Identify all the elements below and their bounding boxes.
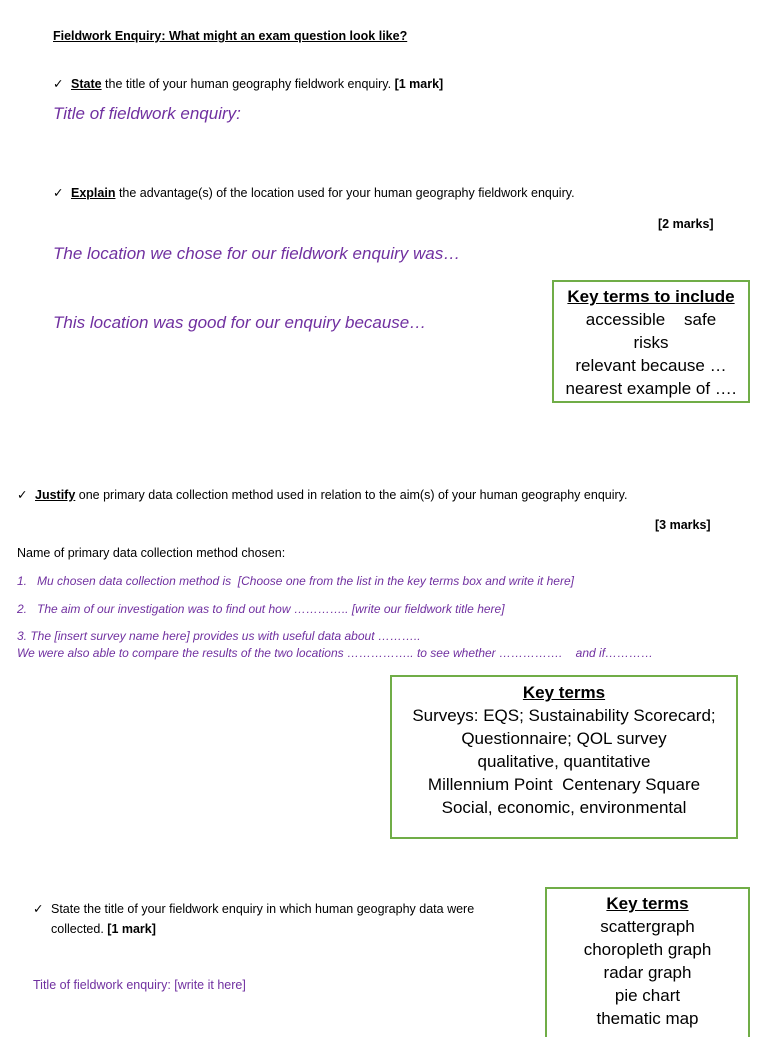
command-word: Justify xyxy=(35,488,76,502)
answer-line: 1. Mu chosen data collection method is [Choose one from the list in the key terms box and write it here] xyxy=(17,574,574,588)
marks-label: [1 mark] xyxy=(394,77,444,91)
key-terms-heading: Key terms xyxy=(606,894,689,913)
key-term: choropleth graph xyxy=(583,940,712,959)
key-term: risks xyxy=(633,333,669,352)
question-text: the advantage(s) of the location used for your human geography fieldwork enquiry. xyxy=(115,186,575,200)
answer-prompt: Title of fieldwork enquiry: xyxy=(53,104,241,123)
question-3 xyxy=(17,487,627,503)
key-terms-heading: Key terms to include xyxy=(567,287,735,306)
answer-prompt: This location was good for our enquiry because… xyxy=(53,313,427,332)
checkmark-icon: ✓ xyxy=(53,186,64,200)
key-term: relevant because … xyxy=(575,356,727,375)
key-term: thematic map xyxy=(596,1009,699,1028)
marks-label: [3 marks] xyxy=(655,518,711,532)
checkmark-icon: ✓ xyxy=(17,488,28,502)
question-text: collected. xyxy=(51,922,108,936)
question-text: one primary data collection method used in relation to the aim(s) of your human geography enquiry. xyxy=(75,488,628,502)
marks-label: [2 marks] xyxy=(658,217,714,231)
page-title: Fieldwork Enquiry: What might an exam question look like? xyxy=(53,29,408,43)
answer-prompt: The location we chose for our fieldwork enquiry was… xyxy=(53,244,461,263)
key-term: Social, economic, environmental xyxy=(441,798,687,817)
marks-label: [1 mark] xyxy=(107,922,156,936)
key-term: accessible safe xyxy=(585,310,717,329)
checkmark-icon: ✓ xyxy=(33,902,44,916)
key-terms-box xyxy=(545,887,750,1037)
question-4 xyxy=(33,901,474,917)
key-term: nearest example of …. xyxy=(565,379,737,398)
key-terms-heading: Key terms xyxy=(522,683,606,702)
key-term: scattergraph xyxy=(600,917,695,936)
question-1 xyxy=(53,76,443,92)
key-terms-box xyxy=(552,280,750,403)
answer-line: 3. The [insert survey name here] provides us with useful data about ……….. xyxy=(17,629,421,643)
question-text: State the title of your fieldwork enquiry in which human geography data were xyxy=(51,902,475,916)
question-2 xyxy=(53,185,575,201)
key-term: pie chart xyxy=(614,986,681,1005)
answer-line: 2. The aim of our investigation was to find out how ………….. [write our fieldwork title here] xyxy=(17,602,505,616)
key-term: qualitative, quantitative xyxy=(477,752,651,771)
key-terms-box xyxy=(390,675,738,839)
key-term: Millennium Point Centenary Square xyxy=(427,775,701,794)
key-term: Questionnaire; QOL survey xyxy=(461,729,667,748)
answer-prompt: Title of fieldwork enquiry: [write it here] xyxy=(33,978,246,992)
checkmark-icon: ✓ xyxy=(53,77,64,91)
key-term: radar graph xyxy=(603,963,692,982)
question-4-cont xyxy=(51,921,156,937)
method-prompt: Name of primary data collection method chosen: xyxy=(17,546,286,560)
command-word: Explain xyxy=(71,186,116,200)
answer-line: We were also able to compare the results of the two locations …………….. to see whether ……………. and if………… xyxy=(17,646,654,660)
question-text: the title of your human geography fieldwork enquiry. xyxy=(101,77,395,91)
command-word: State xyxy=(71,77,102,91)
key-term: Surveys: EQS; Sustainability Scorecard; xyxy=(412,706,716,725)
